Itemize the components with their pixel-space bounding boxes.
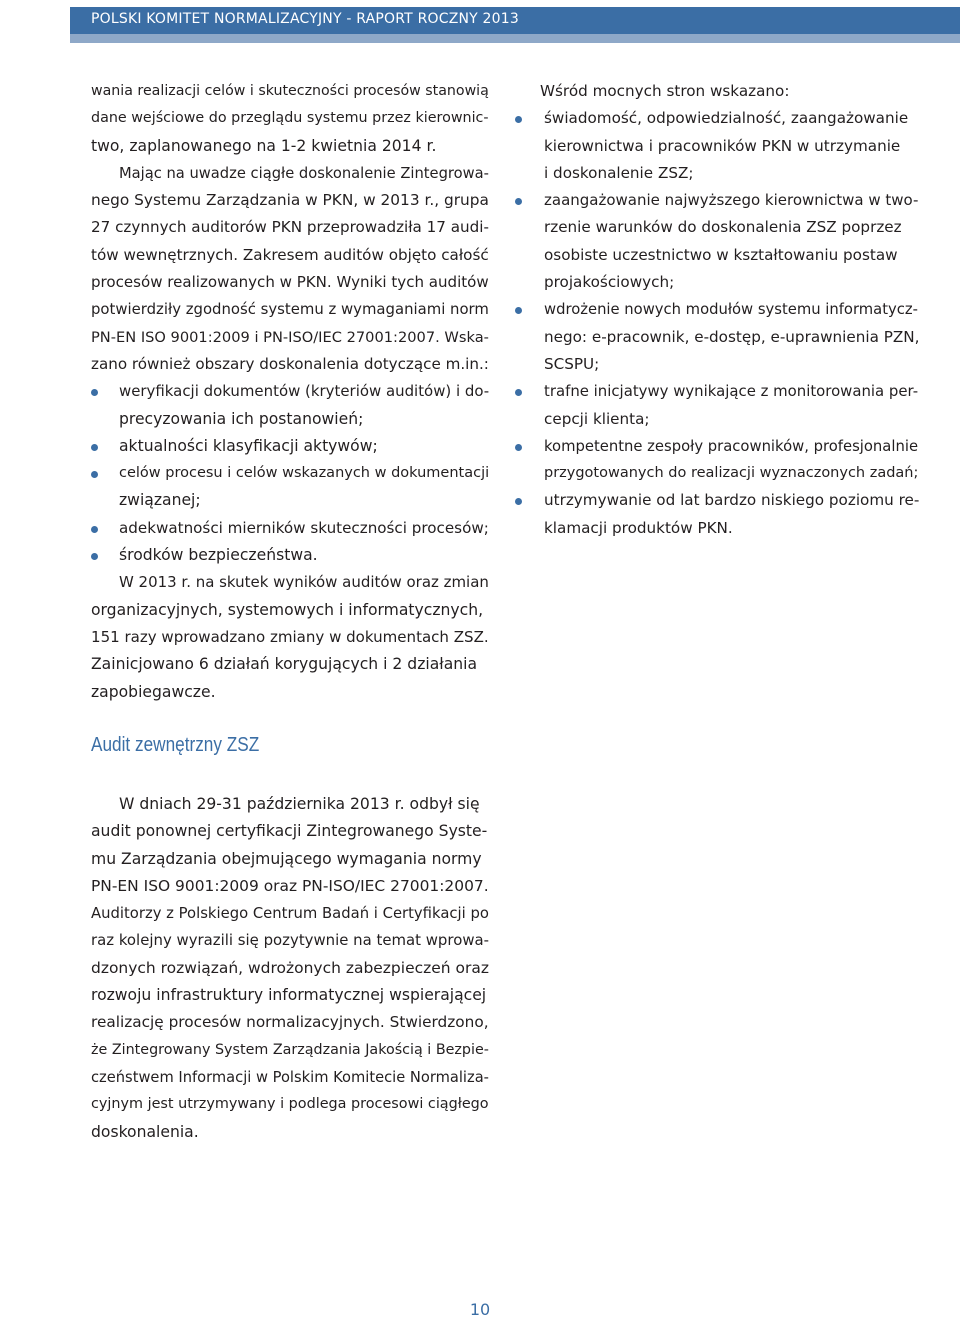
paragraph-line: Mając na uwadze ciągłe doskonalenie Zintegrowa- xyxy=(119,164,489,182)
bullet-item: celów procesu i celów wskazanych w dokumentacji xyxy=(91,460,491,487)
paragraph-line: cyjnym jest utrzymywany i podlega procesowi ciągłego xyxy=(91,1096,489,1113)
bullet-item: trafne inicjatywy wynikające z monitorowania per- xyxy=(540,378,920,405)
paragraph-line: PN-EN ISO 9001:2009 oraz PN-ISO/IEC 27001:2007. xyxy=(91,876,489,895)
paragraph-line: tów wewnętrznych. Zakresem auditów objęto całość xyxy=(91,245,489,264)
bullet-continuation: nego: e-pracownik, e-dostęp, e-uprawnienia PZN, xyxy=(544,327,920,346)
paragraph-line: audit ponownej certyfikacji Zintegrowanego Syste- xyxy=(91,822,488,841)
bullet-continuation: i doskonalenie ZSZ; xyxy=(544,163,694,182)
bullet-item: środków bezpieczeństwa. xyxy=(91,542,491,569)
right-column xyxy=(540,78,920,542)
paragraph-line: dane wejściowe do przeglądu systemu przez kierownic- xyxy=(91,110,489,127)
bullet-item: wdrożenie nowych modułów systemu informatycz- xyxy=(540,296,920,323)
paragraph-line: wania realizacji celów i skuteczności procesów stanowią xyxy=(91,83,489,99)
paragraph-line: zano również obszary doskonalenia dotyczące m.in.: xyxy=(91,354,489,373)
bullet-continuation: związanej; xyxy=(119,491,201,510)
paragraph-line: mu Zarządzania obejmującego wymagania normy xyxy=(91,849,482,868)
bullet-item: utrzymywanie od lat bardzo niskiego poziomu re- xyxy=(540,487,920,514)
list-intro: Wśród mocnych stron wskazano: xyxy=(540,82,790,100)
bullet-continuation: precyzowania ich postanowień; xyxy=(119,409,364,428)
paragraph-line: rozwoju infrastruktury informatycznej wspierającej xyxy=(91,986,487,1005)
section-body xyxy=(91,791,491,1146)
paragraph-line: dzonych rozwiązań, wdrożonych zabezpieczeń oraz xyxy=(91,958,489,977)
bullet-continuation: rzenie warunków do doskonalenia ZSZ poprzez xyxy=(544,218,902,237)
paragraph-line: 27 czynnych auditorów PKN przeprowadziła 17 audi- xyxy=(91,218,489,237)
paragraph-line: potwierdziły zgodność systemu z wymaganiami norm xyxy=(91,300,489,319)
bullet-item: kompetentne zespoły pracowników, profesjonalnie xyxy=(540,433,920,460)
bullet-continuation: osobiste uczestnictwo w kształtowaniu postaw xyxy=(544,245,898,264)
paragraph-line: doskonalenia. xyxy=(91,1122,199,1141)
bullet-item: świadomość, odpowiedzialność, zaangażowanie xyxy=(540,105,920,132)
bullet-item: adekwatności mierników skuteczności procesów; xyxy=(91,515,491,542)
paragraph-line: organizacyjnych, systemowych i informatycznych, xyxy=(91,600,484,619)
section-heading: Audit zewnętrzny ZSZ xyxy=(91,734,260,756)
bullet-continuation: SCSPU; xyxy=(544,354,600,373)
paragraph-line: Auditorzy z Polskiego Centrum Badań i Certyfikacji po xyxy=(91,905,489,923)
paragraph-line: W dniach 29-31 października 2013 r. odbył się xyxy=(119,795,480,813)
bullet-continuation: projakościowych; xyxy=(544,273,675,292)
paragraph-line: W 2013 r. na skutek wyników auditów oraz zmian xyxy=(119,573,489,592)
paragraph-line: czeństwem Informacji w Polskim Komitecie Normaliza- xyxy=(91,1068,489,1086)
page-number: 10 xyxy=(469,1300,491,1319)
paragraph-line: realizację procesów normalizacyjnych. Stwierdzono, xyxy=(91,1013,489,1032)
bullet-item: zaangażowanie najwyższego kierownictwa w two- xyxy=(540,187,920,214)
paragraph-line: nego Systemu Zarządzania w PKN, w 2013 r., grupa xyxy=(91,191,489,210)
paragraph-line: procesów realizowanych w PKN. Wyniki tych auditów xyxy=(91,273,489,292)
paragraph-line: zapobiegawcze. xyxy=(91,682,216,701)
header-strip xyxy=(70,34,960,43)
bullet-item: aktualności klasyfikacji aktywów; xyxy=(91,433,491,460)
bullet-continuation: cepcji klienta; xyxy=(544,409,650,428)
paragraph-line: Zainicjowano 6 działań korygujących i 2 działania xyxy=(91,655,478,674)
paragraph-line: raz kolejny wyrazili się pozytywnie na temat wprowa- xyxy=(91,931,490,950)
bullet-continuation: klamacji produktów PKN. xyxy=(544,518,733,537)
header-title: POLSKI KOMITET NORMALIZACYJNY - RAPORT ROCZNY 2013 xyxy=(91,11,519,27)
bullet-continuation: przygotowanych do realizacji wyznaczonych zadań; xyxy=(544,465,919,482)
bullet-continuation: kierownictwa i pracowników PKN w utrzymanie xyxy=(544,136,901,155)
left-column xyxy=(91,78,491,706)
paragraph-line: że Zintegrowany System Zarządzania Jakością i Bezpie- xyxy=(91,1041,489,1058)
paragraph-line: PN-EN ISO 9001:2009 i PN-ISO/IEC 27001:2007. Wska- xyxy=(91,328,489,346)
paragraph-line: two, zaplanowanego na 1-2 kwietnia 2014 r. xyxy=(91,136,437,155)
bullet-item: weryfikacji dokumentów (kryteriów auditów) i do- xyxy=(91,378,491,405)
paragraph-line: 151 razy wprowadzano zmiany w dokumentach ZSZ. xyxy=(91,627,489,646)
